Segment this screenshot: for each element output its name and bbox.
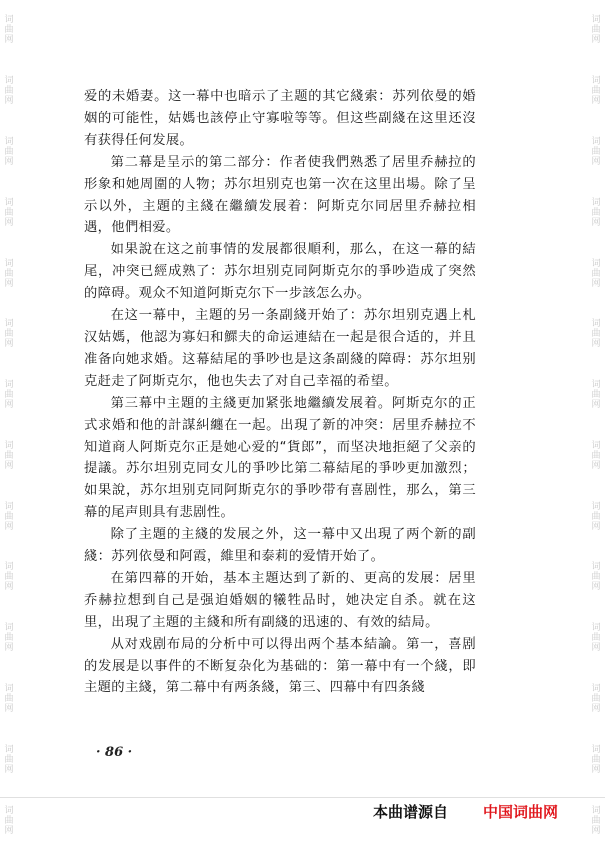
watermark-mark: 词 曲 网: [4, 683, 14, 714]
paragraph-new-subplots: 除了主題的主綫的发展之外，这一幕中又出現了两个新的副綫：苏列依曼和阿霞，維里和泰莉的爱情开始了。: [84, 527, 476, 565]
watermark-mark: 词 曲 网: [591, 805, 601, 836]
watermark-mark: 词 曲 网: [4, 805, 14, 836]
paragraph-act-four: 在第四幕的开始，基本主題达到了新的、更高的发展：居里乔赫拉想到自己是强迫婚姻的犧牲品时，她决定自杀。就在这里，出現了主題的主綫和所有副綫的迅速的、有效的結局。: [84, 570, 476, 630]
watermark-mark: 词 曲 网: [4, 76, 14, 107]
footer-source-label: 本曲谱源自: [373, 803, 449, 821]
watermark-mark: 词 曲 网: [591, 623, 601, 654]
watermark-mark: 词 曲 网: [4, 258, 14, 289]
watermark-mark: 词 曲 网: [4, 562, 14, 593]
watermark-mark: 词 曲 网: [591, 319, 601, 350]
watermark-mark: 词 曲 网: [4, 501, 14, 532]
footer-divider: [0, 797, 605, 798]
watermark-mark: 词 曲 网: [4, 15, 14, 46]
watermark-mark: 词 曲 网: [4, 197, 14, 228]
watermark-mark: 词 曲 网: [591, 501, 601, 532]
paragraph-conflict: 如果說在这之前事情的发展都很順利，那么，在这一幕的結尾，冲突已經成熟了：苏尔坦别克同阿斯克尔的爭吵造成了突然的障碍。观众不知道阿斯克尔下一步該怎么办。: [84, 242, 476, 302]
paragraph-subplot: 在这一幕中，主題的另一条副綫开始了：苏尔坦别克遇上札汉姑媽，他認为寡妇和鰥夫的命运連結在一起是很合适的，并且准备向她求婚。这幕結尾的爭吵也是这条副綫的障碍：苏尔坦别克赶走了阿斯克尔，他也失去了对自己幸福的希望。: [84, 308, 476, 389]
watermark-mark: 词 曲 网: [591, 15, 601, 46]
watermark-mark: 词 曲 网: [4, 744, 14, 775]
watermark-mark: 词 曲 网: [4, 136, 14, 167]
paragraph-act-three: 第三幕中主題的主綫更加紧张地繼續发展着。阿斯克尔的正式求婚和他的計謀糾纏在一起。出現了新的冲突：居里乔赫拉不知道商人阿斯克尔正是她心爱的“貨郎”，而坚决地拒絕了父亲的提議。苏尔坦别克同女儿的爭吵比第二幕結尾的爭吵更加激烈；如果說，苏尔坦别克同阿斯克尔的爭吵带有喜剧性，那么，第三幕的尾声則具有悲剧性。: [84, 395, 476, 521]
left-watermark-column: [0, 0, 18, 851]
paragraph-conclusions: 从对戏剧布局的分析中可以得出两个基本結論。第一，喜剧的发展是以事件的不断复杂化为基础的：第一幕中有一个綫，即主題的主綫，第二幕中有两条綫，第三、四幕中有四条綫: [84, 636, 476, 696]
watermark-mark: 词 曲 网: [4, 319, 14, 350]
watermark-mark: 词 曲 网: [591, 562, 601, 593]
footer-site-link[interactable]: 中国词曲网: [483, 803, 559, 821]
watermark-mark: 词 曲 网: [591, 683, 601, 714]
watermark-mark: 词 曲 网: [591, 197, 601, 228]
watermark-mark: 词 曲 网: [4, 623, 14, 654]
watermark-mark: 词 曲 网: [591, 440, 601, 471]
watermark-mark: 词 曲 网: [591, 258, 601, 289]
watermark-mark: 词 曲 网: [4, 380, 14, 411]
watermark-mark: 词 曲 网: [591, 380, 601, 411]
paragraph-continuation: 爱的未婚妻。这一幕中也暗示了主题的其它綫索：苏列依曼的婚姻的可能性，姑媽也該停止守寡啦等等。但这些副綫在这里还沒有获得任何发展。: [84, 89, 476, 148]
right-watermark-column: [587, 0, 605, 851]
watermark-mark: 词 曲 网: [591, 136, 601, 167]
book-page-text: [84, 86, 476, 699]
watermark-mark: 词 曲 网: [4, 440, 14, 471]
watermark-mark: 词 曲 网: [591, 76, 601, 107]
page-number: · 86 ·: [96, 745, 133, 760]
paragraph-act-two: 第二幕是呈示的第二部分：作者使我們熟悉了居里乔赫拉的形象和她周圍的人物；苏尔坦别克也第一次在这里出場。除了呈示以外，主題的主綫在繼續发展着：阿斯克尔同居里乔赫拉相遇，他們相爱。: [84, 154, 476, 236]
watermark-mark: 词 曲 网: [591, 744, 601, 775]
